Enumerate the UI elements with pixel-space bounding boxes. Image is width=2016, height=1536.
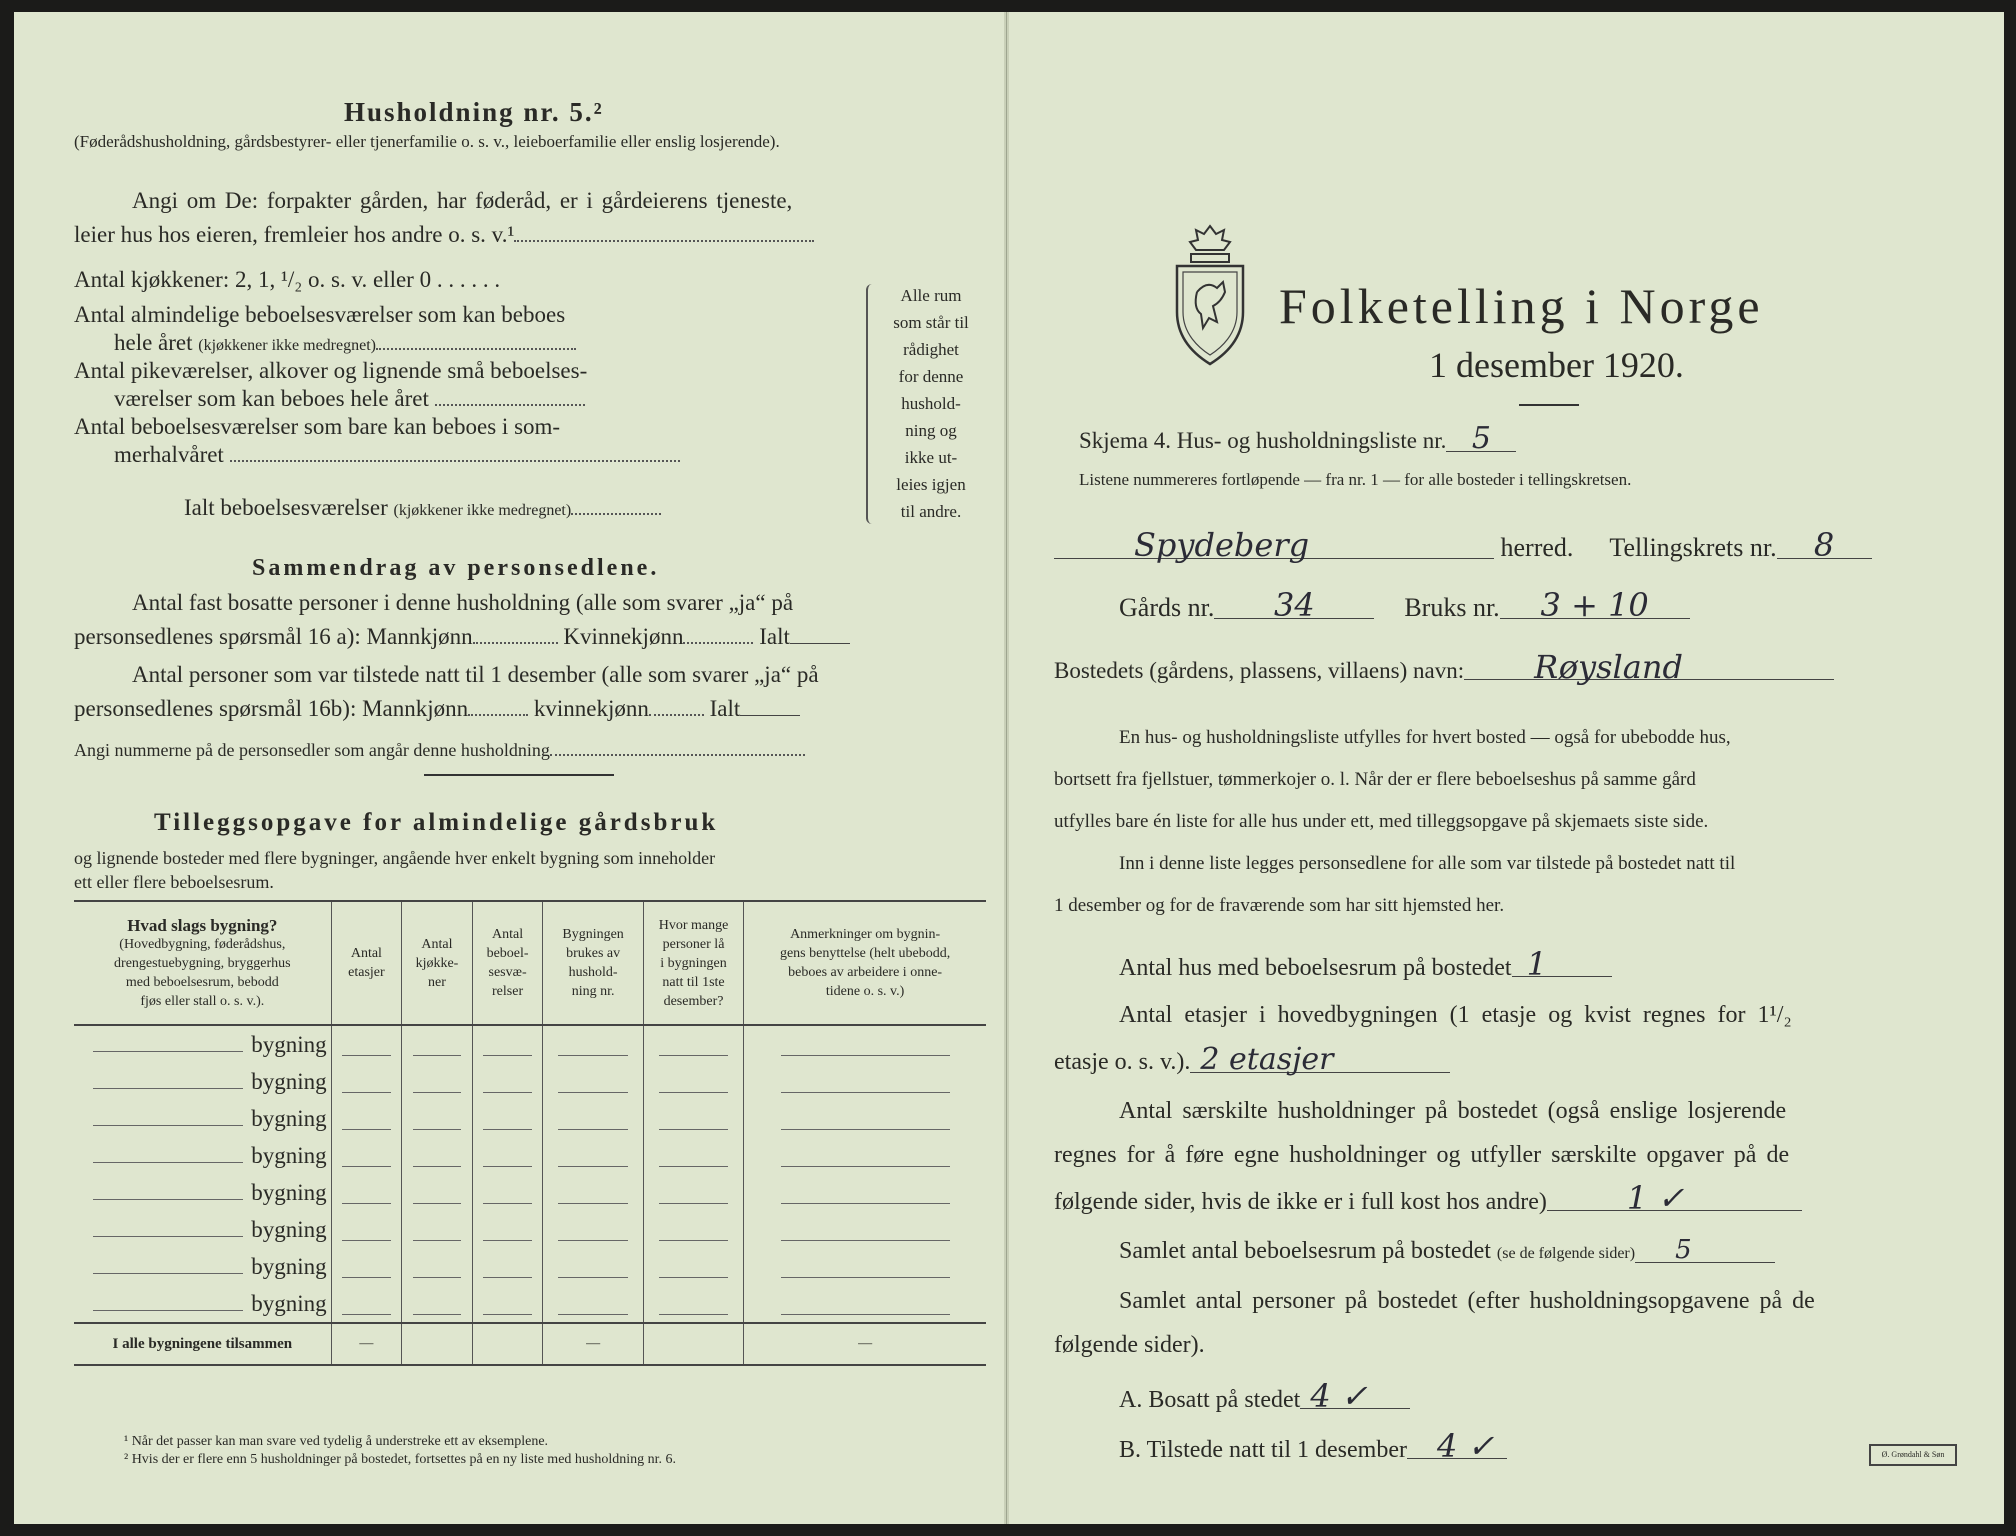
- table-row: [74, 1063, 986, 1100]
- table-cell[interactable]: [331, 1100, 402, 1137]
- fill-line: [342, 1314, 391, 1315]
- fill-line: [558, 1277, 628, 1278]
- table-header-line: natt til 1ste: [662, 974, 725, 990]
- brace-note-line: ikke ut-: [904, 448, 958, 467]
- fill-line: [93, 1125, 243, 1126]
- q-hush-line-3: [1054, 1179, 1802, 1217]
- table-header-5: [643, 901, 743, 1025]
- table-header-line: etasjer: [348, 965, 385, 980]
- q-pers-line-1: Samlet antal personer på bostedet (efter husholdningsopgavene på de: [1119, 1288, 1815, 1314]
- table-cell[interactable]: [331, 1063, 402, 1100]
- q-etasjer-label: etasje o. s. v.).: [1054, 1049, 1191, 1075]
- table-cell[interactable]: [744, 1025, 986, 1063]
- q-tilstede-label: B. Tilstede natt til 1 desember: [1119, 1437, 1407, 1463]
- q-rom-label: Samlet antal beboelsesrum på bostedet: [1119, 1238, 1491, 1264]
- table-cell[interactable]: [472, 1063, 543, 1100]
- q-hus-value: 1: [1512, 952, 1612, 977]
- building-type-cell[interactable]: [74, 1063, 331, 1100]
- section-divider: [424, 774, 614, 776]
- brace-note-line: til andre.: [900, 502, 962, 521]
- instruction-2: bortsett fra fjellstuer, tømmerkojer o. l. Når der er flere beboelseshus på samme gård: [1054, 769, 1696, 790]
- table-cell[interactable]: [402, 1248, 473, 1285]
- summary-line-3: Antal personer som var tilstede natt til 1 desember (alle som svarer „ja“ på: [132, 662, 819, 687]
- rooms-line-4: Antal pikeværelser, alkover og lignende små beboelses-: [74, 358, 588, 383]
- summary-line-4: [74, 696, 800, 722]
- table-cell[interactable]: [744, 1285, 986, 1323]
- fill-line: [659, 1314, 729, 1315]
- q-bosatt-value: 4 ✓: [1300, 1384, 1410, 1409]
- total-dash: —: [543, 1323, 643, 1365]
- gards-label: Gårds nr.: [1119, 593, 1215, 622]
- brace-note-line: som står til: [893, 313, 969, 332]
- table-header-line: beboes av arbeidere i onne-: [788, 965, 943, 980]
- instruction-5: 1 desember og for de fraværende som har sitt hjemsted her.: [1054, 895, 1505, 916]
- row-label: bygning: [251, 1031, 327, 1057]
- table-cell[interactable]: [543, 1211, 643, 1248]
- fill-line: [342, 1277, 391, 1278]
- table-cell[interactable]: [643, 1174, 743, 1211]
- building-table-header: [74, 901, 986, 1025]
- table-header-line: fjøs eller stall o. s. v.).: [140, 993, 265, 1009]
- bosted-value: Røysland: [1464, 655, 1834, 680]
- fill-line: [342, 1092, 391, 1093]
- title-divider: [1519, 404, 1579, 406]
- supplement-subtitle-2: ett eller flere beboelsesrum.: [74, 872, 274, 892]
- fill-line: [558, 1314, 628, 1315]
- rooms-line-1: Antal kjøkkener: 2, 1, ¹/₂ o. s. v. eller 0 . . . . . .: [74, 267, 501, 292]
- table-cell[interactable]: [331, 1285, 402, 1323]
- fill-line: [558, 1240, 628, 1241]
- numbering-note: Listene nummereres fortløpende — fra nr. 1 — for alle bosteder i tellingskretsen.: [1079, 470, 1632, 489]
- fill-line: [483, 1092, 532, 1093]
- bruks-value: 3 + 10: [1500, 592, 1690, 619]
- building-table-body: [74, 1025, 986, 1365]
- table-header-line: relser: [492, 984, 524, 999]
- table-cell[interactable]: [543, 1137, 643, 1174]
- row-label: bygning: [251, 1105, 327, 1131]
- coat-of-arms-icon: [1169, 222, 1251, 372]
- fill-line: [659, 1240, 729, 1241]
- brace-note-line: leies igjen: [896, 475, 966, 494]
- table-cell[interactable]: [543, 1285, 643, 1323]
- summary-ialt-label-2: Ialt: [709, 696, 741, 721]
- table-cell[interactable]: [643, 1248, 743, 1285]
- fill-line: [483, 1055, 532, 1056]
- building-type-cell[interactable]: [74, 1174, 331, 1211]
- instruction-4: Inn i denne liste legges personsedlene for alle som var tilstede på bostedet natt til: [1119, 853, 1736, 874]
- summary-fill: [468, 714, 528, 716]
- table-header-line: Anmerkninger om bygnin-: [790, 927, 941, 942]
- angi-line-1: Angi om De: forpakter gården, har føderåd, er i gårdeierens tjeneste,: [132, 188, 793, 213]
- fill-line: [342, 1129, 391, 1130]
- bosted-label: Bostedets (gårdens, plassens, villaens) navn:: [1054, 658, 1465, 683]
- table-header-line: brukes av: [566, 946, 621, 961]
- fill-line: [558, 1166, 628, 1167]
- row-label: bygning: [251, 1068, 327, 1094]
- schema-label: Skjema 4. Hus- og husholdningsliste nr.: [1079, 428, 1447, 453]
- herred-value: Spydeberg: [1054, 532, 1494, 559]
- table-cell[interactable]: [643, 1063, 743, 1100]
- rooms-line-7-text: merhalvåret: [114, 442, 224, 467]
- table-header-line: personer lå: [662, 936, 725, 952]
- table-cell[interactable]: [331, 1174, 402, 1211]
- summary-fill: [473, 642, 558, 644]
- table-cell[interactable]: [402, 1063, 473, 1100]
- fill-line: [483, 1166, 532, 1167]
- fill-line: [781, 1055, 950, 1056]
- q-etasjer-value: 2 etasjer: [1190, 1048, 1450, 1073]
- rooms-line-6: Antal beboelsesværelser som bare kan beboes i som-: [74, 414, 561, 439]
- fill-line: [558, 1203, 628, 1204]
- fill-line: [342, 1055, 391, 1056]
- table-cell[interactable]: [643, 1100, 743, 1137]
- table-cell[interactable]: [331, 1025, 402, 1063]
- q-hus-line: [1119, 945, 1612, 983]
- table-header-line: kjøkke-: [415, 955, 459, 971]
- left-page: [14, 12, 1004, 1524]
- bruks-label: Bruks nr.: [1404, 593, 1500, 622]
- row-label: bygning: [251, 1216, 327, 1242]
- table-cell[interactable]: [543, 1063, 643, 1100]
- table-header-line: ner: [428, 974, 446, 990]
- fill-line: [413, 1314, 462, 1315]
- fill-line: [413, 1277, 462, 1278]
- rooms-line-2: Antal almindelige beboelsesværelser som kan beboes: [74, 302, 566, 327]
- building-table: [74, 900, 986, 1366]
- building-type-cell[interactable]: [74, 1100, 331, 1137]
- fill-line: [659, 1055, 729, 1056]
- table-cell[interactable]: [331, 1248, 402, 1285]
- brace-note-line: rådighet: [903, 340, 959, 359]
- table-header-line: hushold-: [568, 965, 618, 980]
- fill-line: [781, 1203, 950, 1204]
- rooms-line-8-text: Ialt beboelsesværelser: [184, 495, 388, 520]
- row-label: bygning: [251, 1179, 327, 1205]
- table-header-2: [402, 901, 473, 1025]
- summary-fill: [790, 643, 850, 644]
- total-dash: —: [744, 1323, 986, 1365]
- fill-line: [342, 1240, 391, 1241]
- fill-line: [413, 1129, 462, 1130]
- angi-line-2-text: leier hus hos eieren, fremleier hos andre o. s. v.¹: [74, 222, 515, 247]
- table-cell[interactable]: [643, 1285, 743, 1323]
- table-header-line: Bygningen: [562, 927, 624, 942]
- schema-line: [1079, 421, 1516, 456]
- table-row: [74, 1100, 986, 1137]
- q-bosatt-line: [1119, 1377, 1410, 1415]
- fill-line: [781, 1166, 950, 1167]
- table-row: [74, 1137, 986, 1174]
- table-header-line: i bygningen: [660, 955, 727, 971]
- summary-line-1: Antal fast bosatte personer i denne husholdning (alle som svarer „ja“ på: [132, 590, 794, 615]
- fill-line: [483, 1277, 532, 1278]
- table-header-line: Antal: [421, 936, 453, 952]
- table-header-line: Antal: [492, 927, 524, 942]
- instruction-1: En hus- og husholdningsliste utfylles for hvert bosted — også for ubebodde hus,: [1119, 727, 1731, 748]
- table-cell[interactable]: [543, 1248, 643, 1285]
- rooms-line-8-sub: (kjøkkener ikke medregnet): [393, 502, 572, 519]
- summary-fill: [740, 715, 800, 716]
- table-header-line: beboel-: [486, 946, 529, 961]
- table-row: [74, 1025, 986, 1063]
- fill-line: [558, 1129, 628, 1130]
- table-header-line: ning nr.: [571, 984, 615, 999]
- building-type-cell[interactable]: [74, 1211, 331, 1248]
- angi-fill-line: [514, 240, 814, 242]
- fill-line: [781, 1129, 950, 1130]
- q-hush-line-1: Antal særskilte husholdninger på bostedet (også enslige losjerende: [1119, 1098, 1787, 1124]
- krets-value: 8: [1777, 532, 1872, 559]
- q-bosatt-label: A. Bosatt på stedet: [1119, 1387, 1301, 1413]
- census-form-sheet: [14, 12, 2004, 1524]
- q-hush-value: 1 ✓: [1547, 1186, 1802, 1211]
- brace-note: [876, 282, 986, 525]
- table-header-3: [472, 901, 543, 1025]
- table-header-4: [543, 901, 643, 1025]
- table-cell[interactable]: [744, 1063, 986, 1100]
- fill-line: [93, 1162, 243, 1163]
- table-cell[interactable]: [402, 1100, 473, 1137]
- rooms-fill-line: [230, 460, 680, 462]
- fill-line: [413, 1166, 462, 1167]
- q-rom-value: 5: [1635, 1238, 1775, 1263]
- total-dash: —: [331, 1323, 402, 1365]
- building-type-cell[interactable]: [74, 1025, 331, 1063]
- fill-line: [659, 1166, 729, 1167]
- rooms-fill-line: [571, 513, 661, 515]
- brace-note-line: hushold-: [901, 394, 961, 413]
- summary-line-5: [74, 740, 805, 761]
- total-cell: [643, 1323, 743, 1365]
- footnote-2: ² Hvis der er flere enn 5 husholdninger på bostedet, fortsettes på en ny liste med husholdning nr. 6.: [124, 1452, 677, 1467]
- supplement-subtitle-1: og lignende bosteder med flere bygninger, angående hver enkelt bygning som inneholder: [74, 848, 716, 868]
- table-cell[interactable]: [472, 1100, 543, 1137]
- summary-fill: [550, 754, 805, 756]
- table-header-line: tidene o. s. v.): [825, 984, 905, 999]
- fill-line: [558, 1055, 628, 1056]
- summary-line-2: [74, 624, 850, 650]
- rooms-line-3-sub: (kjøkkener ikke medregnet): [198, 337, 376, 354]
- fill-line: [781, 1277, 950, 1278]
- fill-line: [558, 1092, 628, 1093]
- fill-line: [342, 1166, 391, 1167]
- rooms-line-3-text: hele året: [114, 330, 193, 355]
- fill-line: [413, 1203, 462, 1204]
- summary-numbers-label: Angi nummerne på de personsedler som angår denne husholdning: [74, 740, 550, 760]
- q-etasjer-line-2: [1054, 1042, 1450, 1077]
- table-cell[interactable]: [543, 1174, 643, 1211]
- table-cell[interactable]: [331, 1211, 402, 1248]
- fill-line: [483, 1314, 532, 1315]
- brace-note-line: for denne: [898, 367, 964, 386]
- rooms-fill-line: [435, 404, 585, 406]
- summary-fill: [683, 642, 753, 644]
- building-type-cell[interactable]: [74, 1137, 331, 1174]
- rooms-line-5-text: værelser som kan beboes hele året: [114, 386, 429, 411]
- q-tilstede-line: [1119, 1427, 1507, 1465]
- fill-line: [659, 1092, 729, 1093]
- footnote-1: ¹ Når det passer kan man svare ved tydelig å understreke ett av eksemplene.: [124, 1434, 549, 1449]
- summary-ialt-label: Ialt: [759, 624, 790, 649]
- bosted-line: [1054, 648, 1834, 686]
- herred-label: herred.: [1500, 533, 1574, 562]
- table-cell[interactable]: [472, 1137, 543, 1174]
- total-label: I alle bygningene tilsammen: [74, 1323, 331, 1365]
- table-cell[interactable]: [543, 1025, 643, 1063]
- q-rom-sub: (se de følgende sider): [1496, 1245, 1636, 1262]
- summary-mann-label: personsedlenes spørsmål 16 a): Mannkjønn: [74, 624, 473, 649]
- rooms-line-8: [184, 495, 661, 521]
- table-header-line: med beboelsesrum, bebodd: [125, 974, 279, 990]
- table-cell[interactable]: [472, 1248, 543, 1285]
- gards-line: [1119, 586, 1690, 624]
- row-label: bygning: [251, 1142, 327, 1168]
- fill-line: [781, 1092, 950, 1093]
- table-header-line: sesvæ-: [488, 965, 527, 980]
- table-cell[interactable]: [472, 1285, 543, 1323]
- table-header-line: gens benyttelse (helt ubebodd,: [779, 946, 951, 961]
- summary-kvinne-label-2: kvinnekjønn: [533, 696, 649, 721]
- census-title: Folketelling i Norge: [1279, 278, 1764, 334]
- table-cell[interactable]: [402, 1137, 473, 1174]
- q-rom-line: [1119, 1235, 1775, 1265]
- table-header-line: Hvad slags bygning?: [127, 915, 278, 935]
- printer-stamp: Ø. Grøndahl & Søn: [1869, 1444, 1957, 1466]
- fill-line: [93, 1199, 243, 1200]
- fill-line: [93, 1088, 243, 1089]
- gards-value: 34: [1214, 592, 1374, 619]
- fill-line: [413, 1240, 462, 1241]
- table-cell[interactable]: [643, 1025, 743, 1063]
- table-cell[interactable]: [744, 1100, 986, 1137]
- total-cell: [472, 1323, 543, 1365]
- q-etasjer-line-1: Antal etasjer i hovedbygningen (1 etasje og kvist regnes for 1¹/₂: [1119, 1002, 1792, 1028]
- table-cell[interactable]: [744, 1211, 986, 1248]
- summary-title: Sammendrag av personsedlene.: [252, 555, 660, 581]
- table-cell[interactable]: [744, 1248, 986, 1285]
- table-cell[interactable]: [402, 1174, 473, 1211]
- table-row: [74, 1248, 986, 1285]
- table-cell[interactable]: [402, 1285, 473, 1323]
- table-cell[interactable]: [543, 1100, 643, 1137]
- census-date: 1 desember 1920.: [1429, 345, 1684, 385]
- q-hush-label: følgende sider, hvis de ikke er i full kost hos andre): [1054, 1189, 1547, 1215]
- rooms-line-7: [114, 442, 680, 468]
- rooms-line-5: [114, 386, 585, 412]
- fill-line: [342, 1203, 391, 1204]
- table-row: [74, 1174, 986, 1211]
- fill-line: [483, 1240, 532, 1241]
- table-cell[interactable]: [744, 1174, 986, 1211]
- table-cell[interactable]: [643, 1137, 743, 1174]
- right-page: [1009, 12, 2004, 1524]
- table-row: [74, 1211, 986, 1248]
- table-cell[interactable]: [472, 1025, 543, 1063]
- table-total-row: [74, 1323, 986, 1365]
- table-header-line: desember?: [663, 993, 724, 1009]
- brace-note-line: Alle rum: [900, 286, 962, 305]
- summary-mann-label-2: personsedlenes spørsmål 16b): Mannkjønn: [74, 696, 469, 721]
- fill-line: [93, 1310, 243, 1311]
- fill-line: [659, 1203, 729, 1204]
- building-type-cell[interactable]: [74, 1285, 331, 1323]
- q-tilstede-value: 4 ✓: [1407, 1434, 1507, 1459]
- building-type-cell[interactable]: [74, 1248, 331, 1285]
- table-header-1: [331, 901, 402, 1025]
- table-row: [74, 1285, 986, 1323]
- table-cell[interactable]: [331, 1137, 402, 1174]
- fill-line: [413, 1092, 462, 1093]
- summary-fill: [649, 714, 704, 716]
- rooms-line-3: [114, 330, 576, 356]
- brace-line: [866, 284, 872, 524]
- fill-line: [93, 1273, 243, 1274]
- table-cell[interactable]: [472, 1174, 543, 1211]
- fill-line: [483, 1203, 532, 1204]
- total-cell: [402, 1323, 473, 1365]
- fill-line: [659, 1277, 729, 1278]
- table-cell[interactable]: [744, 1137, 986, 1174]
- rooms-fill-line: [376, 348, 576, 350]
- q-hus-label: Antal hus med beboelsesrum på bostedet: [1119, 955, 1512, 981]
- fill-line: [483, 1129, 532, 1130]
- fill-line: [781, 1314, 950, 1315]
- table-cell[interactable]: [643, 1211, 743, 1248]
- fill-line: [781, 1240, 950, 1241]
- schema-value: 5: [1446, 427, 1516, 452]
- table-header-line: Antal: [350, 946, 382, 961]
- supplement-title: Tilleggsopgave for almindelige gårdsbruk: [154, 809, 719, 836]
- household-title: Husholdning nr. 5.²: [344, 97, 604, 127]
- row-label: bygning: [251, 1253, 327, 1279]
- fill-line: [413, 1055, 462, 1056]
- herred-line: [1054, 526, 1872, 564]
- instruction-3: utfylles bare én liste for alle hus under ett, med tilleggsopgave på skjemaets siste side.: [1054, 811, 1709, 832]
- summary-kvinne-label: Kvinnekjønn: [563, 624, 684, 649]
- table-header-line: drengestuebygning, bryggerhus: [114, 955, 291, 971]
- table-cell[interactable]: [402, 1025, 473, 1063]
- fill-line: [659, 1129, 729, 1130]
- table-cell[interactable]: [472, 1211, 543, 1248]
- angi-line-2: [74, 222, 814, 248]
- fill-line: [93, 1051, 243, 1052]
- q-pers-line-2: følgende sider).: [1054, 1332, 1205, 1358]
- krets-label: Tellingskrets nr.: [1609, 533, 1777, 562]
- row-label: bygning: [251, 1290, 327, 1316]
- brace-note-line: ning og: [905, 421, 957, 440]
- table-header-6: [744, 901, 986, 1025]
- household-subtitle: (Føderådshusholdning, gårdsbestyrer- eller tjenerfamilie o. s. v., leieboerfamilie eller enslig losjerende).: [74, 132, 780, 151]
- table-header-line: Hvor mange: [658, 917, 729, 933]
- q-hush-line-2: regnes for å føre egne husholdninger og utfyller særskilte opgaver på de: [1054, 1142, 1790, 1168]
- table-header-line: (Hovedbygning, føderådshus,: [119, 936, 286, 952]
- fill-line: [93, 1236, 243, 1237]
- table-cell[interactable]: [402, 1211, 473, 1248]
- table-header-0: [74, 901, 331, 1025]
